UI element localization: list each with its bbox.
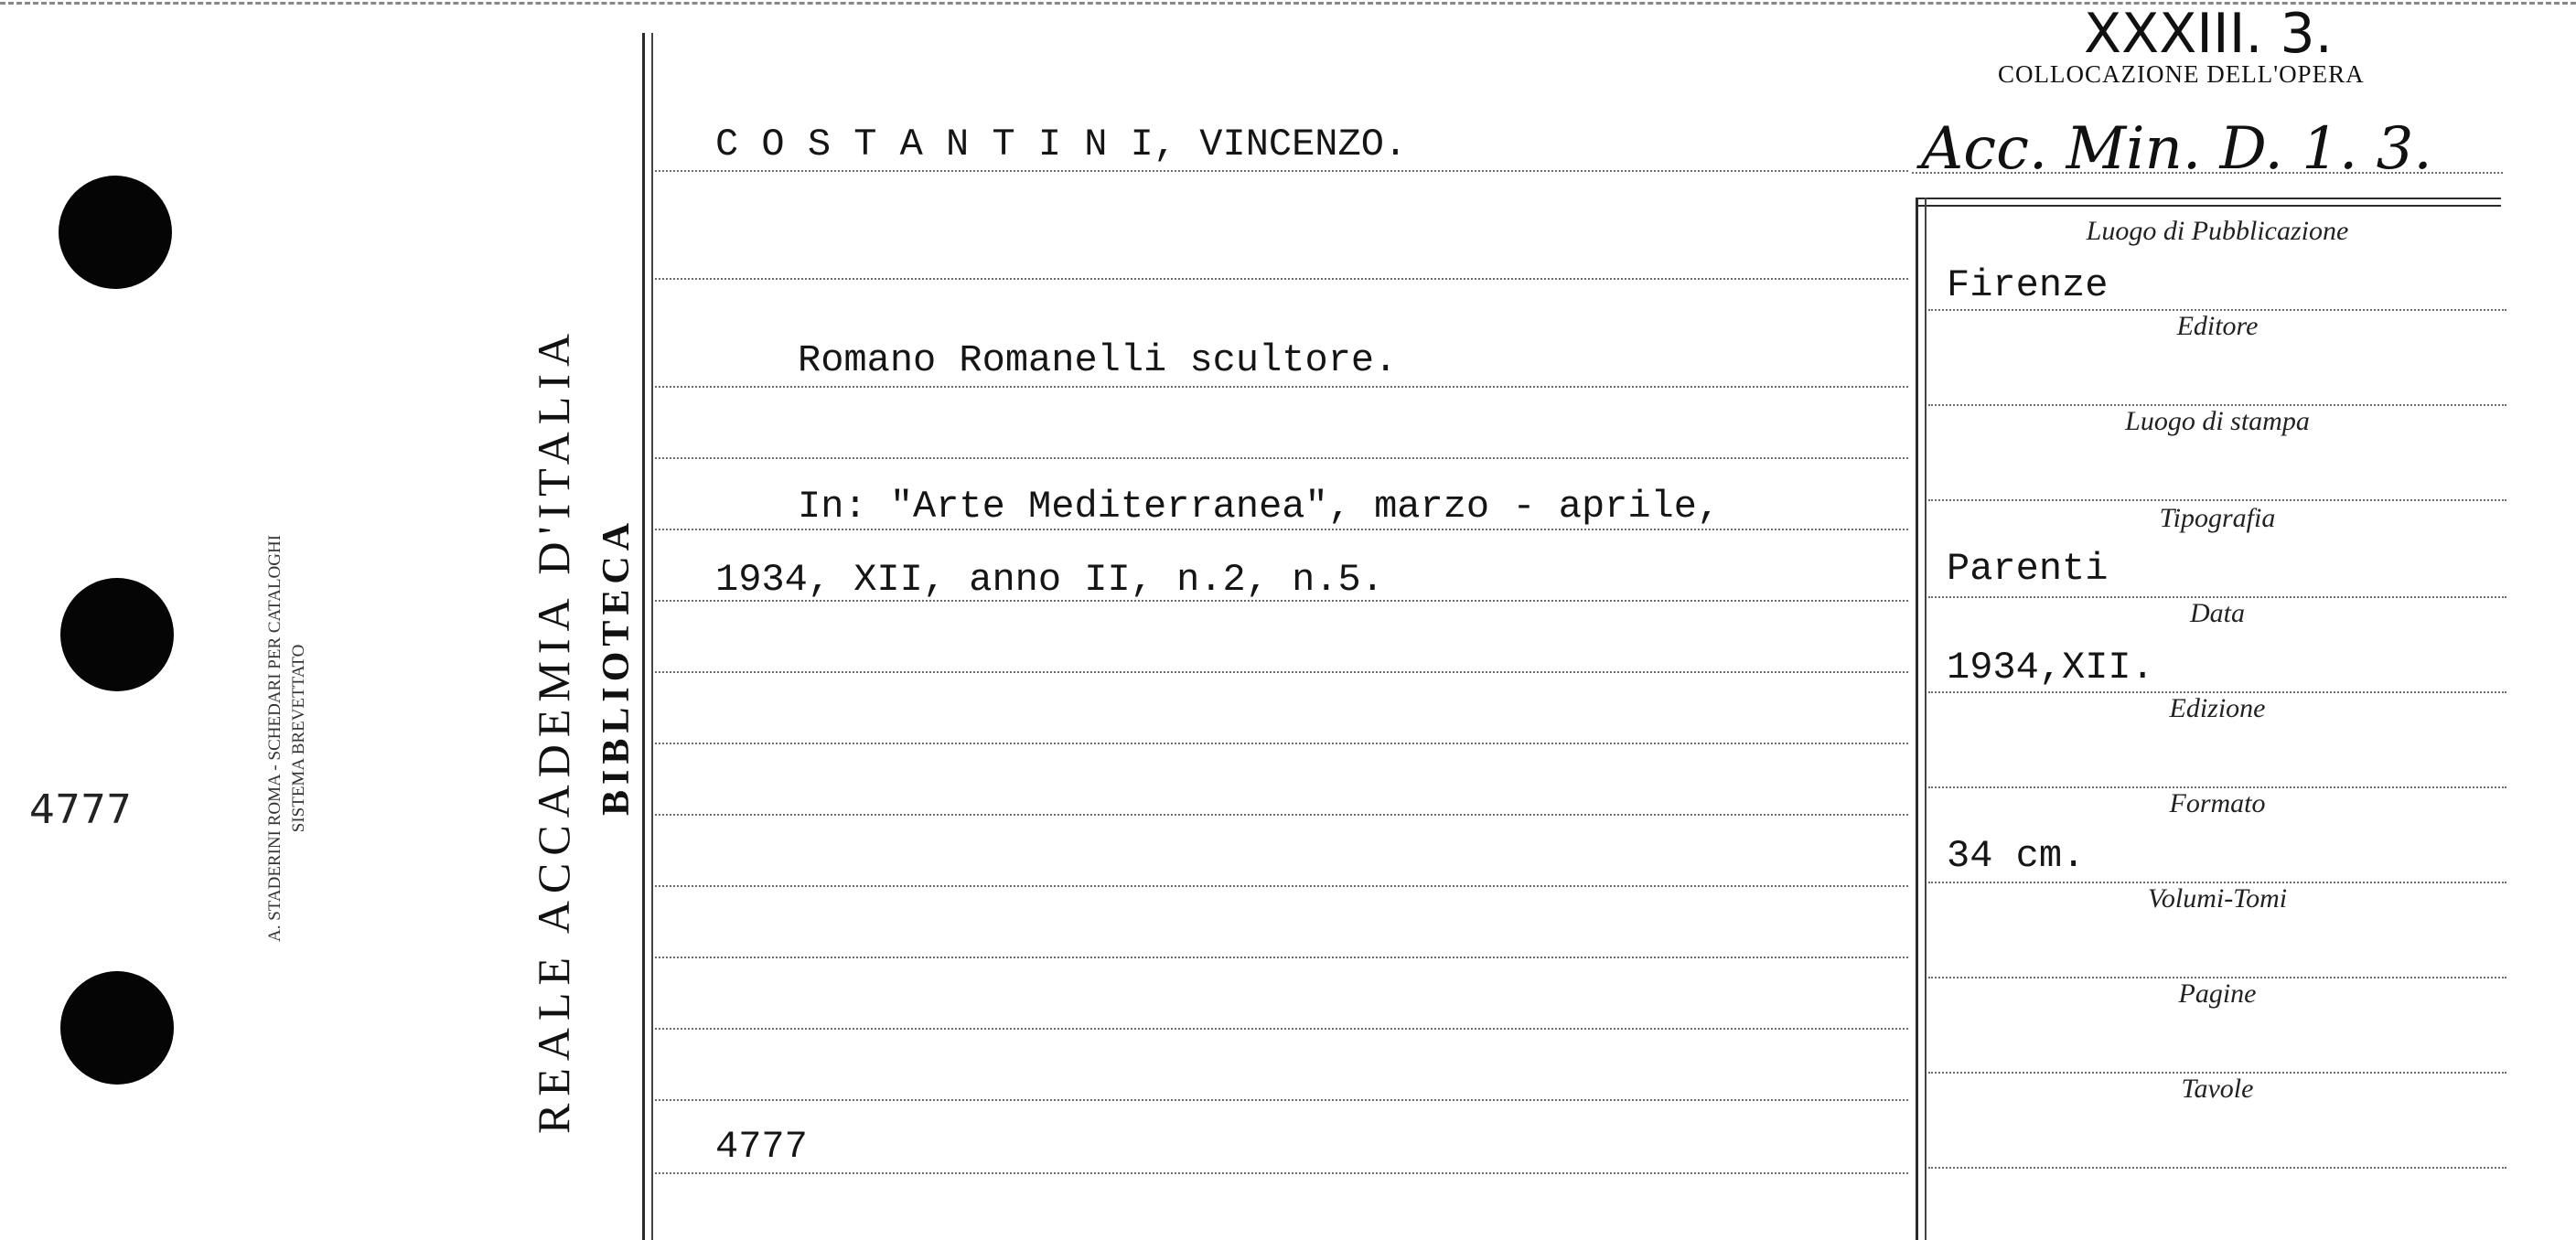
ruled-line	[655, 457, 1908, 459]
ruled-line	[655, 743, 1908, 744]
collocazione-underline	[1912, 172, 2503, 174]
punch-hole-middle	[60, 578, 174, 691]
entry-citation-line2: 1934, XII, anno II, n.2, n.5.	[715, 558, 1384, 602]
ruled-line	[655, 386, 1908, 388]
field-label-formato: Formato	[2169, 788, 2266, 818]
ruled-line	[655, 885, 1908, 887]
field-label-pagine: Pagine	[2178, 978, 2257, 1009]
field-rule	[1928, 977, 2506, 978]
field-rule	[1928, 691, 2506, 693]
field-label-tavole: Tavole	[2181, 1074, 2254, 1104]
field-label-editore: Editore	[2176, 311, 2259, 341]
field-value-luogo-pubblicazione: Firenze	[1947, 263, 2109, 307]
ruled-line	[655, 278, 1908, 280]
field-rule	[1928, 1072, 2506, 1074]
ruled-line	[655, 529, 1908, 530]
entry-citation-line1: In: "Arte Mediterranea", marzo - aprile,	[798, 485, 1721, 529]
main-area-left-rule-inner	[651, 33, 653, 1240]
right-panel-top-rule	[1916, 198, 2501, 199]
field-rule	[1928, 499, 2506, 501]
field-rule	[1928, 882, 2506, 883]
punch-hole-top	[59, 176, 172, 289]
field-label-edizione: Edizione	[2169, 693, 2266, 723]
collocazione-handwritten-top: XXXIII. 3.	[2084, 2, 2333, 66]
ruled-line	[655, 814, 1908, 816]
ruled-line	[655, 1099, 1908, 1101]
field-rule	[1928, 786, 2506, 788]
field-label-luogo-pubblicazione: Luogo di Pubblicazione	[2086, 216, 2349, 246]
right-panel-top-rule-inner	[1916, 205, 2501, 207]
field-value-formato: 34 cm.	[1947, 834, 2086, 878]
institution-name: REALE ACCADEMIA D'ITALIA	[528, 326, 579, 1134]
department-name: BIBLIOTECA	[596, 517, 638, 816]
entry-title: Romano Romanelli scultore.	[798, 338, 1398, 382]
ruled-line	[655, 170, 1908, 172]
field-rule	[1928, 596, 2506, 598]
field-label-luogo-stampa: Luogo di stampa	[2125, 406, 2310, 436]
collocazione-label: COLLOCAZIONE DELL'OPERA	[1998, 60, 2365, 88]
punch-hole-bottom	[60, 971, 174, 1085]
ruled-line	[655, 671, 1908, 673]
field-label-data: Data	[2190, 598, 2245, 628]
entry-bottom-number: 4777	[715, 1125, 808, 1169]
ruled-line	[655, 1172, 1908, 1174]
field-value-data: 1934,XII.	[1947, 646, 2154, 689]
collocazione-shelfmark: Acc. Min. D. 1. 3.	[1921, 115, 2432, 183]
field-label-tipografia: Tipografia	[2159, 503, 2276, 533]
field-rule	[1928, 309, 2506, 311]
field-label-volumi-tomi: Volumi-Tomi	[2147, 883, 2288, 914]
main-area-left-rule	[642, 33, 645, 1240]
ruled-line	[655, 957, 1908, 958]
ruled-line	[655, 1028, 1908, 1030]
publisher-imprint-line1: A. STADERINI ROMA - SCHEDARI PER CATALOGHI	[265, 534, 284, 942]
entry-author: C O S T A N T I N I, VINCENZO.	[715, 123, 1408, 166]
publisher-imprint	[263, 535, 311, 942]
margin-catalog-number: 4777	[29, 786, 132, 833]
field-value-tipografia: Parenti	[1947, 547, 2109, 591]
field-rule	[1928, 404, 2506, 406]
field-rule	[1928, 1167, 2506, 1169]
publisher-imprint-line2: SISTEMA BREVETTATO	[289, 644, 308, 833]
right-panel-left-rule	[1916, 198, 1918, 1240]
